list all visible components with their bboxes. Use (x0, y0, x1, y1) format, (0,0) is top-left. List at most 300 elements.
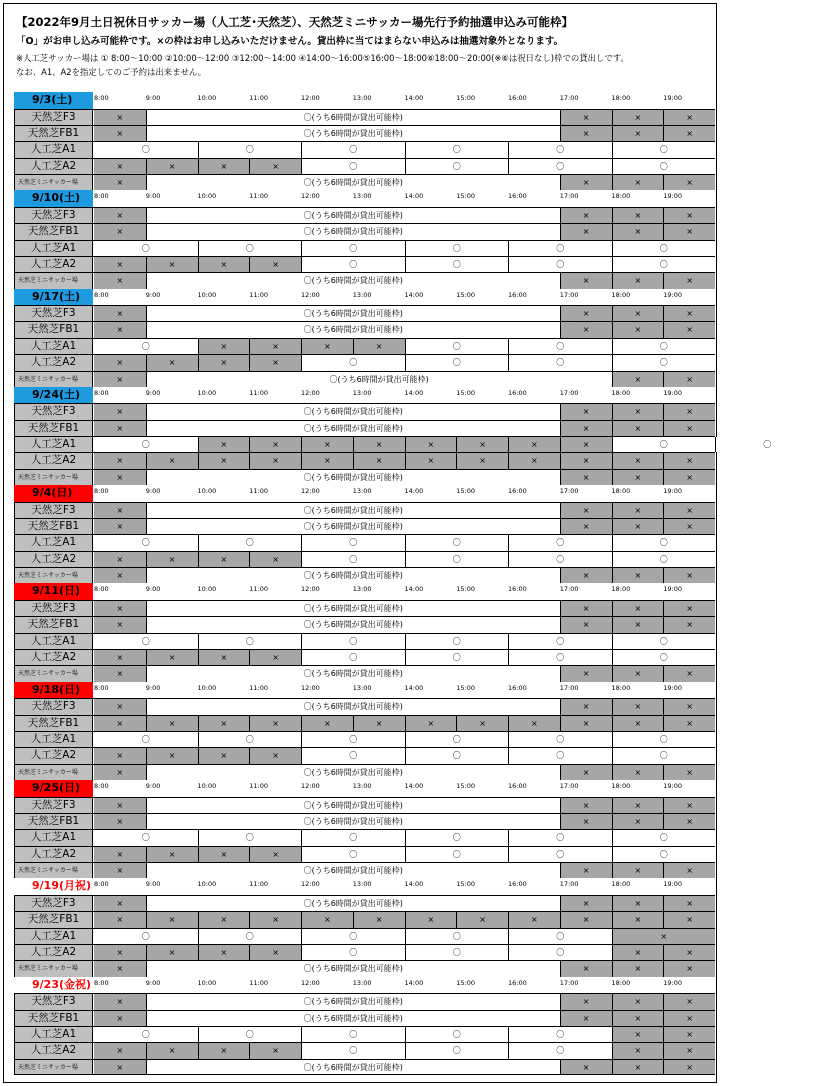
slot-cells (94, 470, 715, 485)
unavailable-slot: × (560, 961, 612, 976)
available-slot: 〇 (301, 929, 405, 944)
court-label: 人工芝A2 (14, 650, 93, 665)
court-row (14, 911, 715, 927)
court-label: 人工芝A1 (14, 437, 93, 452)
available-slot: 〇 (405, 142, 509, 157)
available-long-slot: 〇(うち6時間が貸出可能枠) (146, 224, 560, 239)
unavailable-slot: × (94, 994, 146, 1009)
unavailable-slot: × (612, 1060, 664, 1074)
day-label: 9/18(日) (14, 682, 93, 699)
day-label: 9/19(月祝) (14, 878, 93, 895)
slot-cells (94, 519, 715, 534)
slot-note: ※人工芝サッカー場は ① 8:00～10:00 ②10:00～12:00 ③12:00～14:00 ④14:00～16:00⑤16:00～18:00⑥18:00～20:00(※⑥は祝日なし)枠での貸出しです。 (16, 53, 629, 63)
slot-cells (94, 896, 715, 911)
unavailable-slot: × (612, 568, 664, 583)
available-slot: 〇 (301, 159, 405, 174)
day-header (14, 190, 715, 207)
unavailable-slot: × (94, 568, 146, 583)
court-row (14, 665, 715, 681)
time-label: 15:00 (456, 94, 475, 102)
unavailable-slot: × (612, 503, 664, 518)
court-row (14, 551, 715, 567)
available-long-slot: 〇(うち6時間が貸出可能枠) (146, 617, 560, 632)
unavailable-slot: × (301, 716, 353, 731)
unavailable-slot: × (198, 552, 250, 567)
day-label: 9/3(土) (14, 92, 93, 109)
time-label: 13:00 (352, 683, 372, 692)
time-label: 16:00 (508, 94, 527, 102)
court-label: 天然芝FB1 (14, 617, 93, 632)
unavailable-slot: × (663, 208, 715, 223)
time-label: 19:00 (663, 94, 682, 102)
unavailable-slot: × (663, 1011, 715, 1026)
court-label: 人工芝A2 (14, 257, 93, 272)
unavailable-slot: × (146, 552, 198, 567)
unavailable-slot: × (94, 273, 146, 288)
unavailable-slot: × (612, 208, 664, 223)
available-slot: 〇 (301, 732, 405, 747)
unavailable-slot: × (94, 208, 146, 223)
slot-cells (94, 961, 715, 976)
unavailable-slot: × (612, 1011, 664, 1026)
available-slot: 〇 (508, 535, 612, 550)
court-row (14, 158, 715, 174)
available-slot: 〇 (612, 257, 716, 272)
slot-cells (94, 372, 715, 387)
time-label: 18:00 (611, 290, 631, 299)
day-header (14, 878, 715, 895)
time-label: 11:00 (249, 880, 268, 889)
court-row (14, 223, 715, 239)
unavailable-slot: × (612, 421, 664, 436)
court-row (14, 469, 715, 485)
time-label: 13:00 (352, 388, 372, 397)
available-slot: 〇 (198, 929, 302, 944)
slot-cells (94, 322, 715, 337)
unavailable-slot: × (405, 716, 457, 731)
court-label: 天然芝ミニサッカー場 (14, 273, 93, 288)
unavailable-slot: × (456, 716, 508, 731)
unavailable-slot: × (94, 224, 146, 239)
unavailable-slot: × (560, 896, 612, 911)
time-label: 12:00 (301, 585, 320, 594)
unavailable-slot: × (612, 470, 664, 485)
unavailable-slot: × (560, 765, 612, 780)
unavailable-slot: × (146, 453, 198, 468)
slot-cells (94, 798, 715, 813)
unavailable-slot: × (663, 470, 715, 485)
unavailable-slot: × (94, 322, 146, 337)
court-row (14, 616, 715, 632)
unavailable-slot: × (612, 765, 664, 780)
unavailable-slot: × (94, 404, 146, 419)
time-label: 19:00 (663, 290, 682, 299)
time-label: 15:00 (456, 585, 475, 594)
court-row (14, 354, 715, 370)
available-slot: 〇 (405, 732, 509, 747)
unavailable-slot: × (198, 945, 250, 960)
court-label: 天然芝F3 (14, 699, 93, 714)
court-label: 人工芝A2 (14, 159, 93, 174)
court-label: 天然芝ミニサッカー場 (14, 568, 93, 583)
day-header (14, 289, 715, 306)
slot-cells (94, 552, 715, 567)
available-slot: 〇 (301, 552, 405, 567)
time-label: 19:00 (663, 880, 682, 889)
unavailable-slot: × (560, 273, 612, 288)
unavailable-slot: × (146, 355, 198, 370)
unavailable-slot: × (612, 601, 664, 616)
unavailable-slot: × (508, 437, 560, 452)
available-slot: 〇 (508, 552, 612, 567)
day-header (14, 92, 715, 109)
unavailable-slot: × (663, 110, 715, 125)
available-slot: 〇 (612, 748, 716, 763)
available-long-slot: 〇(うち6時間が貸出可能枠) (146, 1060, 560, 1074)
time-label: 14:00 (404, 585, 424, 594)
court-note: なお、A1、A2を指定してのご予約は出来ません。 (16, 67, 207, 77)
time-label: 9:00 (145, 388, 161, 397)
unavailable-slot: × (612, 372, 664, 387)
unavailable-slot: × (198, 257, 250, 272)
available-slot: 〇 (94, 1027, 198, 1042)
available-slot: 〇 (405, 634, 509, 649)
available-slot: 〇 (508, 1043, 612, 1058)
time-label: 8:00 (94, 585, 109, 594)
unavailable-slot: × (198, 912, 250, 927)
available-slot: 〇 (405, 535, 509, 550)
time-label: 15:00 (456, 388, 475, 397)
court-label: 天然芝FB1 (14, 814, 93, 829)
unavailable-slot: × (405, 912, 457, 927)
available-long-slot: 〇(うち6時間が貸出可能枠) (146, 404, 560, 419)
unavailable-slot: × (612, 912, 664, 927)
time-label: 10:00 (197, 585, 217, 594)
available-slot: 〇 (301, 945, 405, 960)
unavailable-slot: × (612, 945, 664, 960)
time-label: 13:00 (352, 880, 372, 889)
day-label: 9/4(日) (14, 485, 93, 502)
available-slot: 〇 (508, 650, 612, 665)
unavailable-slot: × (612, 273, 664, 288)
unavailable-slot: × (198, 650, 250, 665)
day-block (14, 387, 772, 485)
unavailable-slot: × (612, 1043, 664, 1058)
slot-cells (94, 765, 715, 780)
available-slot: 〇 (612, 142, 716, 157)
unavailable-slot: × (560, 126, 612, 141)
court-label: 人工芝A2 (14, 355, 93, 370)
available-slot: 〇 (612, 634, 716, 649)
court-row (14, 715, 715, 731)
court-label: 人工芝A1 (14, 929, 93, 944)
unavailable-slot: × (663, 453, 715, 468)
unavailable-slot: × (94, 159, 146, 174)
unavailable-slot: × (94, 945, 146, 960)
court-row (14, 1059, 715, 1075)
unavailable-slot: × (353, 912, 405, 927)
court-label: 人工芝A2 (14, 945, 93, 960)
court-row (14, 518, 715, 534)
court-label: 天然芝F3 (14, 404, 93, 419)
available-long-slot: 〇(うち6時間が貸出可能枠) (146, 519, 560, 534)
court-label: 人工芝A2 (14, 552, 93, 567)
time-label: 15:00 (456, 978, 475, 987)
slot-cells (94, 241, 715, 256)
time-label: 8:00 (94, 94, 109, 102)
unavailable-slot: × (146, 716, 198, 731)
unavailable-slot: × (560, 404, 612, 419)
time-label: 11:00 (249, 683, 268, 692)
slot-cells (94, 208, 715, 223)
court-label: 天然芝ミニサッカー場 (14, 863, 93, 878)
available-slot: 〇 (508, 945, 612, 960)
available-long-slot: 〇(うち6時間が貸出可能枠) (146, 568, 560, 583)
court-row (14, 420, 715, 436)
court-row (14, 305, 715, 321)
available-slot: 〇 (612, 159, 716, 174)
unavailable-slot: × (560, 470, 612, 485)
time-label: 14:00 (404, 880, 424, 889)
day-header (14, 485, 715, 502)
court-label: 天然芝ミニサッカー場 (14, 765, 93, 780)
day-header (14, 387, 715, 404)
available-slot: 〇 (612, 437, 716, 452)
slot-cells (94, 847, 715, 862)
time-label: 10:00 (197, 782, 217, 791)
time-label: 14:00 (404, 683, 424, 692)
available-slot: 〇 (612, 241, 716, 256)
unavailable-slot: × (663, 224, 715, 239)
unavailable-slot: × (94, 453, 146, 468)
page-title: 【2022年9月土日祝休日サッカー場（人工芝･天然芝）、天然芝ミニサッカー場先行予約抽選申込み可能枠】 (16, 15, 574, 29)
time-label: 16:00 (508, 782, 527, 791)
available-long-slot: 〇(うち6時間が貸出可能枠) (146, 110, 560, 125)
court-row (14, 502, 715, 518)
unavailable-slot: × (663, 617, 715, 632)
slot-cells (94, 601, 715, 616)
unavailable-slot: × (663, 896, 715, 911)
available-slot: 〇 (301, 634, 405, 649)
unavailable-slot: × (94, 814, 146, 829)
unavailable-slot: × (94, 896, 146, 911)
unavailable-slot: × (612, 175, 664, 190)
unavailable-slot: × (663, 372, 715, 387)
court-row (14, 534, 715, 550)
slot-cells (94, 355, 715, 370)
day-block (14, 289, 715, 387)
court-row (14, 797, 715, 813)
time-label: 8:00 (94, 880, 109, 889)
slot-cells (94, 503, 715, 518)
time-label: 19:00 (663, 388, 682, 397)
slot-cells (94, 339, 715, 354)
time-label: 19:00 (663, 782, 682, 791)
court-row (14, 174, 715, 190)
unavailable-slot: × (405, 437, 457, 452)
unavailable-slot: × (94, 110, 146, 125)
unavailable-slot: × (560, 863, 612, 878)
unavailable-slot: × (353, 339, 405, 354)
unavailable-slot: × (612, 896, 664, 911)
time-label: 17:00 (559, 192, 579, 201)
court-label: 天然芝FB1 (14, 519, 93, 534)
available-slot: 〇 (612, 535, 716, 550)
day-header (14, 977, 715, 994)
unavailable-slot: × (612, 1027, 664, 1042)
slot-cells (94, 863, 715, 878)
available-slot: 〇 (94, 437, 198, 452)
available-slot: 〇 (508, 355, 612, 370)
available-slot: 〇 (94, 929, 198, 944)
available-slot: 〇 (198, 535, 302, 550)
unavailable-slot: × (94, 961, 146, 976)
day-label: 9/10(土) (14, 190, 93, 207)
slot-cells (94, 830, 715, 845)
unavailable-slot: × (146, 748, 198, 763)
court-label: 天然芝FB1 (14, 421, 93, 436)
unavailable-slot: × (612, 519, 664, 534)
time-label: 13:00 (352, 192, 372, 201)
time-label: 16:00 (508, 388, 527, 397)
available-slot: 〇 (405, 241, 509, 256)
unavailable-slot: × (560, 716, 612, 731)
time-label: 9:00 (145, 880, 161, 889)
unavailable-slot: × (663, 322, 715, 337)
day-label: 9/17(土) (14, 289, 93, 306)
time-label: 19:00 (663, 585, 682, 594)
unavailable-slot: × (198, 716, 250, 731)
unavailable-slot: × (353, 453, 405, 468)
court-label: 天然芝F3 (14, 503, 93, 518)
unavailable-slot: × (456, 912, 508, 927)
time-label: 13:00 (352, 585, 372, 594)
slot-cells (94, 699, 715, 714)
slot-cells (94, 257, 715, 272)
unavailable-slot: × (94, 617, 146, 632)
time-label: 18:00 (611, 94, 631, 102)
slot-cells (94, 650, 715, 665)
court-row (14, 764, 715, 780)
available-slot: 〇 (405, 929, 509, 944)
unavailable-slot: × (560, 601, 612, 616)
time-label: 18:00 (611, 683, 631, 692)
time-label: 8:00 (94, 487, 109, 496)
available-long-slot: 〇(うち6時間が貸出可能枠) (146, 961, 560, 976)
time-label: 18:00 (611, 585, 631, 594)
time-label: 9:00 (145, 192, 161, 201)
court-row (14, 403, 715, 419)
court-row (14, 960, 715, 976)
unavailable-slot: × (456, 453, 508, 468)
court-row (14, 240, 715, 256)
court-label: 天然芝ミニサッカー場 (14, 666, 93, 681)
schedule-table (14, 92, 772, 1075)
unavailable-slot: × (94, 847, 146, 862)
available-slot: 〇 (301, 535, 405, 550)
unavailable-slot: × (249, 355, 301, 370)
court-row (14, 600, 715, 616)
slot-cells (94, 404, 715, 419)
unavailable-slot: × (663, 945, 715, 960)
unavailable-slot: × (301, 437, 353, 452)
time-label: 17:00 (559, 388, 579, 397)
time-label: 14:00 (404, 388, 424, 397)
unavailable-slot: × (94, 355, 146, 370)
court-label: 人工芝A2 (14, 748, 93, 763)
time-label: 17:00 (559, 978, 579, 987)
unavailable-slot: × (612, 322, 664, 337)
day-header (14, 682, 715, 699)
court-row (14, 862, 715, 878)
slot-cells (94, 1060, 715, 1074)
unavailable-slot: × (146, 650, 198, 665)
unavailable-slot: × (94, 421, 146, 436)
available-slot: 〇 (508, 257, 612, 272)
unavailable-slot: × (94, 716, 146, 731)
available-slot: 〇 (612, 830, 716, 845)
court-label: 天然芝FB1 (14, 716, 93, 731)
court-label: 天然芝ミニサッカー場 (14, 372, 93, 387)
court-label: 天然芝F3 (14, 994, 93, 1009)
time-label: 12:00 (301, 192, 320, 201)
available-long-slot: 〇(うち6時間が貸出可能枠) (146, 470, 560, 485)
unavailable-slot: × (663, 699, 715, 714)
time-label: 14:00 (404, 782, 424, 791)
unavailable-slot: × (663, 1027, 715, 1042)
court-label: 天然芝F3 (14, 208, 93, 223)
unavailable-slot: × (663, 765, 715, 780)
unavailable-slot: × (301, 912, 353, 927)
unavailable-slot: × (560, 568, 612, 583)
available-long-slot: 〇(うち6時間が貸出可能枠) (146, 175, 560, 190)
court-label: 天然芝ミニサッカー場 (14, 1060, 93, 1074)
unavailable-slot: × (560, 519, 612, 534)
unavailable-slot: × (508, 453, 560, 468)
unavailable-slot: × (560, 453, 612, 468)
unavailable-slot: × (146, 159, 198, 174)
available-slot: 〇 (301, 650, 405, 665)
time-label: 8:00 (94, 290, 109, 299)
day-block (14, 780, 715, 878)
time-label: 14:00 (404, 978, 424, 987)
unavailable-slot: × (198, 748, 250, 763)
time-label: 17:00 (559, 290, 579, 299)
available-slot: 〇 (508, 1027, 612, 1042)
unavailable-slot: × (249, 437, 301, 452)
court-label: 人工芝A2 (14, 847, 93, 862)
unavailable-slot: × (508, 912, 560, 927)
court-label: 人工芝A1 (14, 241, 93, 256)
unavailable-slot: × (249, 912, 301, 927)
slot-cells (94, 994, 715, 1009)
unavailable-slot: × (249, 847, 301, 862)
available-slot: 〇 (405, 847, 509, 862)
time-label: 14:00 (404, 94, 424, 102)
unavailable-slot: × (94, 912, 146, 927)
time-label: 16:00 (508, 585, 527, 594)
time-label: 12:00 (301, 880, 320, 889)
slot-cells (94, 634, 715, 649)
court-row (14, 993, 715, 1009)
time-label: 18:00 (611, 880, 631, 889)
unavailable-slot: × (560, 617, 612, 632)
available-slot: 〇 (198, 732, 302, 747)
unavailable-slot: × (560, 322, 612, 337)
unavailable-slot: × (94, 470, 146, 485)
available-slot: 〇 (508, 929, 612, 944)
court-label: 人工芝A1 (14, 535, 93, 550)
